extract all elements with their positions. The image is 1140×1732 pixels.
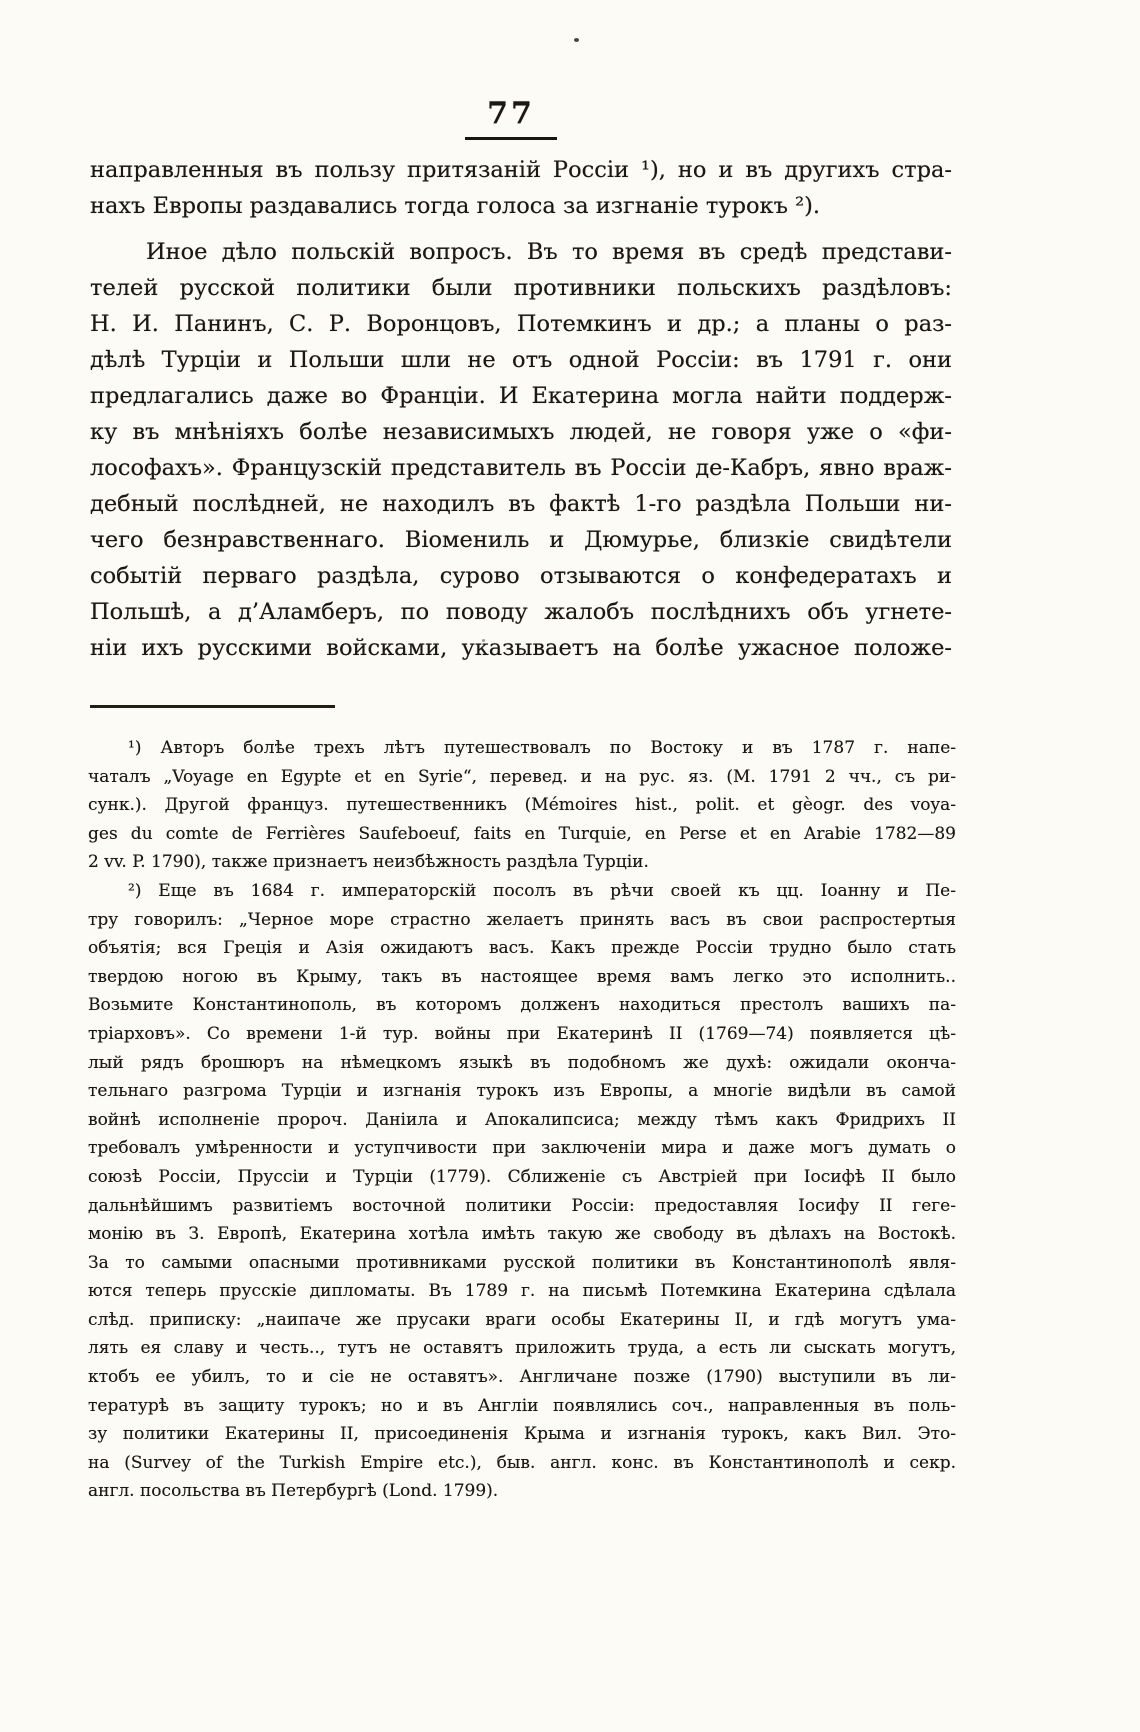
text-line: тературѣ въ защиту турокъ; но и въ Англіи появлялись соч., направленныя въ поль- [88,1395,956,1416]
text-line: За то самыми опасными противниками русской политики въ Константинополѣ явля- [88,1252,956,1273]
text-line: Н. И. Панинъ, С. Р. Воронцовъ, Потемкинъ и др.; а планы о раз- [90,311,952,337]
text-line: требовалъ умѣренности и уступчивости при заключеніи мира и даже могъ думать о [88,1138,956,1159]
page-header [462,96,560,140]
text-line: твердою ногою въ Крыму, такъ въ настоящее время вамъ легко это исполнить.. [88,966,956,987]
text-line: дебный послѣдней, не находилъ въ фактѣ 1-го раздѣла Польши ни- [90,491,952,517]
text-line: чего безнравственнаго. Віомениль и Дюмурье, близкіе свидѣтели [90,527,952,553]
text-line: объятія; вся Греція и Азія ожидаютъ васъ. Какъ прежде Россіи трудно было стать [88,938,956,959]
text-line: ктобъ ее убилъ, то и сіе не оставятъ». Англичане позже (1790) выступили въ ли- [88,1367,956,1388]
text-line: дѣлѣ Турціи и Польши шли не отъ одной Россіи: въ 1791 г. они [90,347,952,373]
text-line: ges du comte de Ferrières Saufeboeuf, faits en Turquie, en Perse et en Arabie 1782—89 [88,823,956,844]
text-line: дальнѣйшимъ развитіемъ восточной политики Россіи: предоставляя Іосифу II геге- [88,1195,956,1216]
text-line: тельнаго разгрома Турціи и изгнанія турокъ изъ Европы, а многіе видѣли въ самой [88,1081,956,1102]
text-line: нахъ Европы раздавались тогда голоса за изгнаніе турокъ ²). [90,193,821,219]
text-line: союзѣ Россіи, Пруссіи и Турціи (1779). Сближеніе съ Австріей при Іосифѣ II было [88,1166,956,1187]
body-text [90,152,952,666]
paragraph [90,152,952,224]
text-line: событій перваго раздѣла, сурово отзываются о конфедератахъ и [90,563,952,589]
text-line: Польшѣ, а д’Аламберъ, по поводу жалобъ послѣднихъ объ угнете- [90,599,952,625]
text-line: Иное дѣло польскій вопросъ. Въ то время въ средѣ представи- [146,239,952,265]
text-line: направленныя въ пользу притязаній Россіи ¹), но и въ другихъ стра- [90,157,952,183]
scan-speck [574,38,579,42]
text-line: ку въ мнѣніяхъ болѣе независимыхъ людей, не говоря уже о «фи- [90,419,952,445]
text-line: монію въ З. Европѣ, Екатерина хотѣла имѣть такую же свободу въ дѣлахъ на Востокѣ. [88,1224,956,1245]
text-line: ²) Еще въ 1684 г. императорскій посолъ въ рѣчи своей къ цц. Іоанну и Пе- [128,880,956,901]
text-line: телей русской политики были противники польскихъ раздѣловъ: [90,275,952,301]
text-line: лять ея славу и честь.., тутъ не оставятъ приложить труда, а есть ли сыскать могутъ, [88,1338,956,1359]
text-line: англ. посольства въ Петербургѣ (Lond. 1799). [88,1481,499,1502]
text-line: слѣд. приписку: „наипаче же прусаки враги особы Екатерины II, и гдѣ могутъ ума- [88,1309,956,1330]
page-number: 77 [487,96,535,131]
text-line: предлагались даже во Франціи. И Екатерина могла найти поддерж- [90,383,952,409]
paragraph [88,877,956,1506]
text-line: тру говорилъ: „Черное море страстно желаетъ принять васъ въ свои распростертыя [88,909,956,930]
text-line: на (Survey of the Turkish Empire etc.), быв. англ. конс. въ Константинополѣ и секр. [88,1452,956,1473]
text-line: ніи ихъ русскими войсками, указываетъ на болѣе ужасное положе- [90,635,952,661]
text-line: 2 vv. P. 1790), также признаетъ неизбѣжность раздѣла Турціи. [88,852,649,873]
text-line: лый рядъ брошюръ на нѣмецкомъ языкѣ въ подобномъ же духѣ: ожидали оконча- [88,1052,956,1073]
page-number-rule [465,137,557,140]
text-line: сунк.). Другой француз. путешественникъ (Mémoires hist., polit. et gèogr. des voya- [88,795,956,816]
text-line: тріарховъ». Со времени 1-й тур. войны при Екатеринѣ II (1769—74) появляется цѣ- [88,1023,956,1044]
paragraph [90,234,952,666]
text-line: войнѣ исполненіе пророч. Даніила и Апокалипсиса; между тѣмъ какъ Фридрихъ II [88,1109,956,1130]
text-line: ются теперь прусскіе дипломаты. Въ 1789 г. на письмѣ Потемкина Екатерина сдѣлала [88,1281,956,1302]
text-line: чаталъ „Voyage en Egypte et en Syrie“, перевед. и на рус. яз. (М. 1791 2 чч., съ ри- [88,766,956,787]
text-line: лософахъ». Французскій представитель въ Россіи де-Кабръ, явно враж- [90,455,952,481]
paragraph [88,734,956,877]
text-line: Возьмите Константинополь, въ которомъ долженъ находиться престолъ вашихъ па- [88,995,956,1016]
text-line: зу политики Екатерины II, присоединенія Крыма и изгнанія турокъ, какъ Вил. Это- [88,1424,956,1445]
footnotes [88,734,956,1506]
text-line: ¹) Авторъ болѣе трехъ лѣтъ путешествовалъ по Востоку и въ 1787 г. напе- [128,738,956,758]
footnote-separator [90,705,335,708]
